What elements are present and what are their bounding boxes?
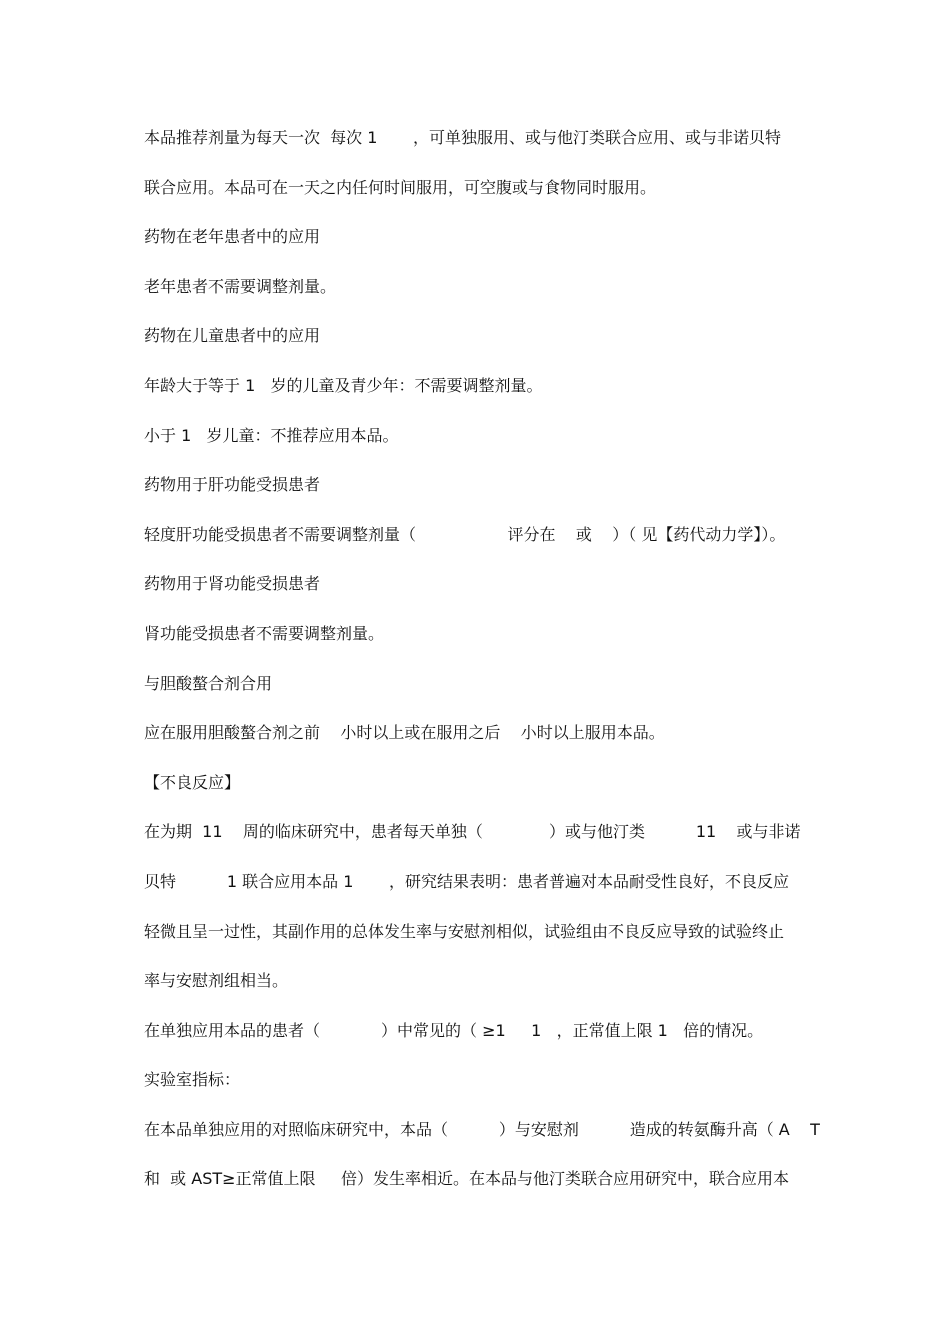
- text-common-reactions: 在单独应用本品的患者（ ）中常见的（ ≥1 1 ，正常值上限 1 倍的情况。: [144, 1020, 764, 1040]
- text-renal: 肾功能受损患者不需要调整剂量。: [144, 623, 385, 643]
- paragraph-dosage-line-2: 联合应用。本品可在一天之内任何时间服用，可空腹或与食物同时服用。: [144, 177, 657, 197]
- document-body: [144, 124, 820, 1215]
- heading-adverse-reactions: 【不良反应】: [144, 772, 241, 792]
- heading-hepatic: 药物用于肝功能受损患者: [144, 475, 321, 495]
- paragraph-trial-line-3: 轻微且呈一过性，其副作用的总体发生率与安慰剂相似，试验组由不良反应导致的试验终止: [144, 921, 785, 941]
- text-hepatic: 轻度肝功能受损患者不需要调整剂量（ 评分在 或 ）（ 见【药代动力学】）。: [144, 524, 786, 544]
- paragraph-trial-line-4: 率与安慰剂组相当。: [144, 971, 289, 991]
- heading-children: 药物在儿童患者中的应用: [144, 326, 321, 346]
- paragraph-transaminase-line-2: 和 或 AST≥正常值上限 倍）发生率相近。在本品与他汀类联合应用研究中，联合应用本: [144, 1169, 789, 1189]
- paragraph-trial-line-2: 贝特 1 联合应用本品 1 ，研究结果表明：患者普遍对本品耐受性良好，不良反应: [144, 871, 789, 891]
- paragraph-trial-line-1: 在为期 11 周的临床研究中，患者每天单独（ ）或与他汀类 11 或与非诺: [144, 822, 801, 842]
- text-children-under: 小于 1 岁儿童：不推荐应用本品。: [144, 425, 399, 445]
- paragraph-dosage-line-1: 本品推荐剂量为每天一次 每次 1 ，可单独服用、或与他汀类联合应用、或与非诺贝特: [144, 128, 782, 147]
- text-elderly: 老年患者不需要调整剂量。: [144, 276, 337, 296]
- text-children-adolescents: 年龄大于等于 1 岁的儿童及青少年：不需要调整剂量。: [144, 375, 543, 395]
- text-bile-acid: 应在服用胆酸螯合剂之前 小时以上或在服用之后 小时以上服用本品。: [144, 723, 665, 743]
- heading-bile-acid: 与胆酸螯合剂合用: [144, 673, 273, 693]
- heading-lab-indicators: 实验室指标：: [144, 1070, 241, 1090]
- heading-elderly: 药物在老年患者中的应用: [144, 227, 321, 247]
- heading-renal: 药物用于肾功能受损患者: [144, 574, 321, 594]
- paragraph-transaminase-line-1: 在本品单独应用的对照临床研究中，本品（ ）与安慰剂 造成的转氨酶升高（ A T: [144, 1119, 820, 1139]
